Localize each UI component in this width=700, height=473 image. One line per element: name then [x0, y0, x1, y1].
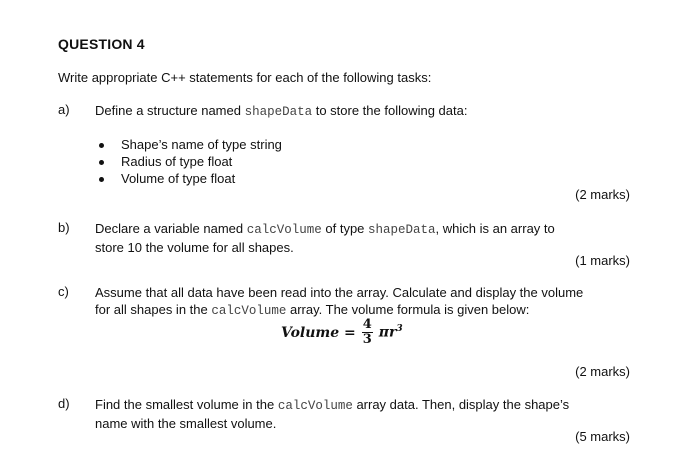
bullet-icon: [99, 177, 104, 182]
part-a-marks: (2 marks): [575, 187, 630, 202]
bullet-item: Radius of type float: [121, 154, 232, 169]
code-shapeData: shapeData: [244, 105, 313, 119]
code-calcVolume: calcVolume: [246, 223, 322, 237]
part-c-label: c): [58, 284, 69, 299]
part-c-marks: (2 marks): [575, 364, 630, 379]
bullet-item: Volume of type float: [121, 171, 235, 186]
part-c-text: Assume that all data have been read into the array. Calculate and display the volume for all shapes in the calcVolume array. The volume formula is given below:: [95, 285, 584, 318]
bullet-icon: [99, 143, 104, 148]
fraction: $\frac{4}{3}$: [362, 317, 372, 347]
part-d-label: d): [58, 396, 70, 411]
bullet-icon: [99, 160, 104, 165]
part-d-text: Find the smallest volume in the calcVolume array data. Then, display the shape’s name with the smallest volume.: [95, 397, 570, 431]
part-b-label: b): [58, 220, 70, 235]
part-b-marks: (1 marks): [575, 253, 630, 268]
part-b-text: Declare a variable named calcVolume of type shapeData, which is an array to store 10 the volume for all shapes.: [95, 221, 555, 255]
code-calcVolume: calcVolume: [211, 304, 287, 318]
part-d-marks: (5 marks): [575, 429, 630, 444]
question-title: QUESTION 4: [58, 36, 145, 52]
part-a-text: Define a structure named shapeData to store the following data:: [95, 103, 468, 119]
volume-formula: Volume = $\frac{4}{3}$ $\pi r^3$: [281, 317, 403, 347]
code-shapeData: shapeData: [368, 223, 436, 237]
instructions: Write appropriate C++ statements for each of the following tasks:: [58, 70, 432, 85]
bullet-item: Shape’s name of type string: [121, 137, 282, 152]
part-a-label: a): [58, 102, 70, 117]
code-calcVolume: calcVolume: [277, 399, 353, 413]
